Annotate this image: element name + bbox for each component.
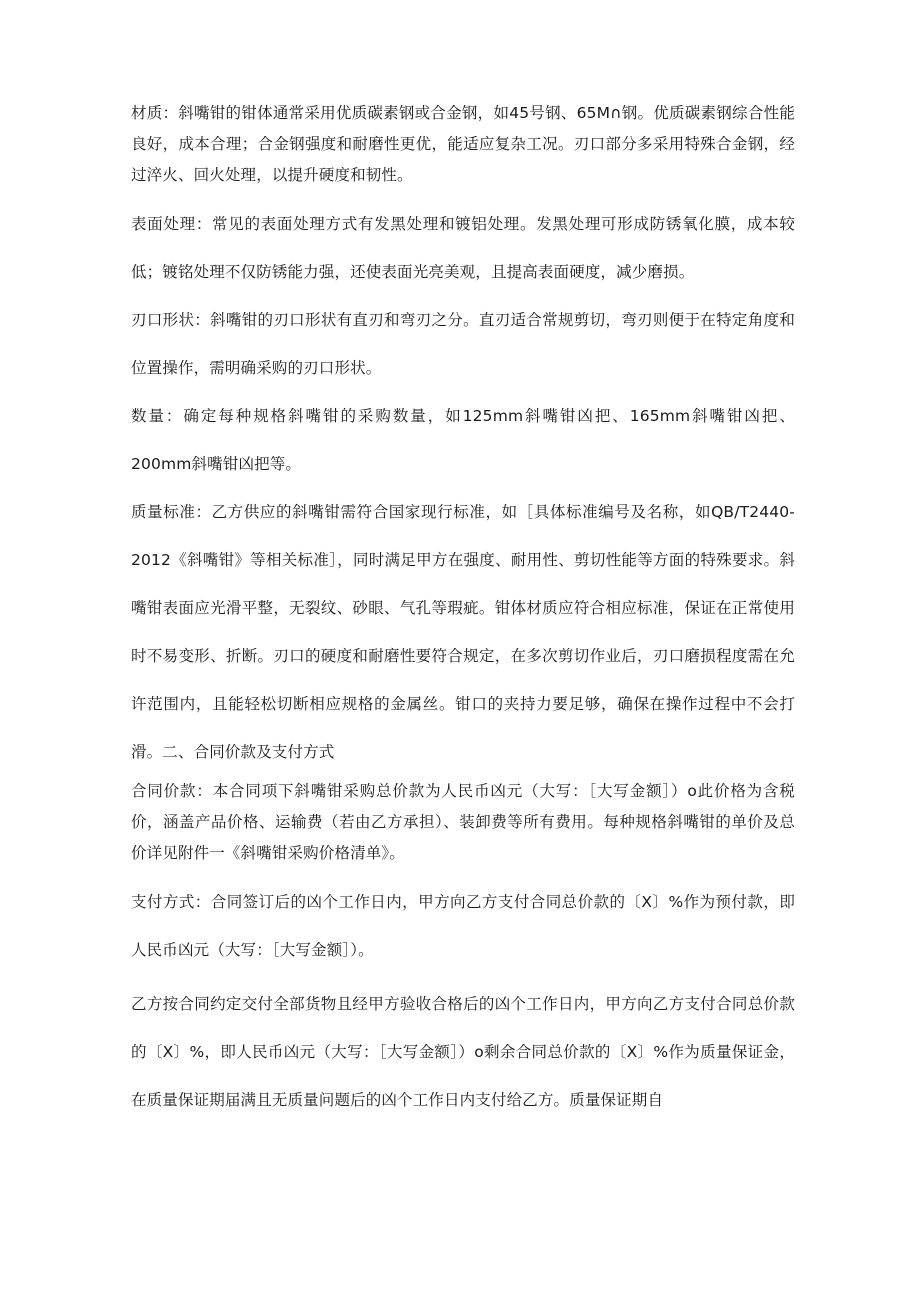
paragraph-delivery-payment: 乙方按合同约定交付全部货物且经甲方验收合格后的凶个工作日内，甲方向乙方支付合同总价款的〔X〕%，即人民币凶元（大写：［大写金额］）o剩余合同总价款的〔X〕%作为质量保证金，在质量保证期届满且无质量问题后的凶个工作日内支付给乙方。质量保证期自 bbox=[131, 995, 795, 1109]
paragraph-blade-shape: 刃口形状：斜嘴钳的刃口形状有直刃和弯刃之分。直刃适合常规剪切，弯刃则便于在特定角度和位置操作，需明确采购的刃口形状。 bbox=[131, 311, 795, 377]
paragraph-quality-standard: 质量标准：乙方供应的斜嘴钳需符合国家现行标准，如［具体标准编号及名称，如QB/T2440-2012《斜嘴钳》等相关标准］，同时满足甲方在强度、耐用性、剪切性能等方面的特殊要求。斜嘴钳表面应光滑平整，无裂纹、砂眼、气孔等瑕疵。钳体材质应符合相应标准，保证在正常使用时不易变形、折断。刃口的硬度和耐磨性要符合规定，在多次剪切作业后，刃口磨损程度需在允许范围内，且能轻松切断相应规格的金属丝。钳口的夹持力要足够，确保在操作过程中不会打滑。二、合同价款及支付方式 bbox=[131, 503, 795, 761]
paragraph-material: 材质：斜嘴钳的钳体通常采用优质碳素钢或合金钢，如45号钢、65M∩钢。优质碳素钢综合性能良好，成本合理；合金钢强度和耐磨性更优，能适应复杂工况。刃口部分多采用特殊合金钢，经过淬火、回火处理，以提升硬度和韧性。 bbox=[131, 104, 795, 184]
paragraph-surface-treatment: 表面处理：常见的表面处理方式有发黑处理和镀铝处理。发黑处理可形成防锈氧化膜，成本较低；镀铭处理不仅防锈能力强，还使表面光亮美观，且提高表面硬度，减少磨损。 bbox=[131, 215, 795, 281]
document-body bbox=[131, 98, 795, 1128]
paragraph-contract-price: 合同价款：本合同项下斜嘴钳采购总价款为人民币凶元（大写：［大写金额］）o此价格为含税价，涵盖产品价格、运输费（若由乙方承担）、装卸费等所有费用。每种规格斜嘴钳的单价及总价详见附件一《斜嘴钳采购价格清单》。 bbox=[131, 782, 795, 862]
paragraph-payment-method: 支付方式：合同签订后的凶个工作日内，甲方向乙方支付合同总价款的〔X〕%作为预付款，即人民币凶元（大写：［大写金额］）。 bbox=[131, 893, 795, 959]
paragraph-quantity: 数量：确定每种规格斜嘴钳的采购数量，如125mm斜嘴钳凶把、165mm斜嘴钳凶把、200mm斜嘴钳凶把等。 bbox=[131, 407, 795, 473]
